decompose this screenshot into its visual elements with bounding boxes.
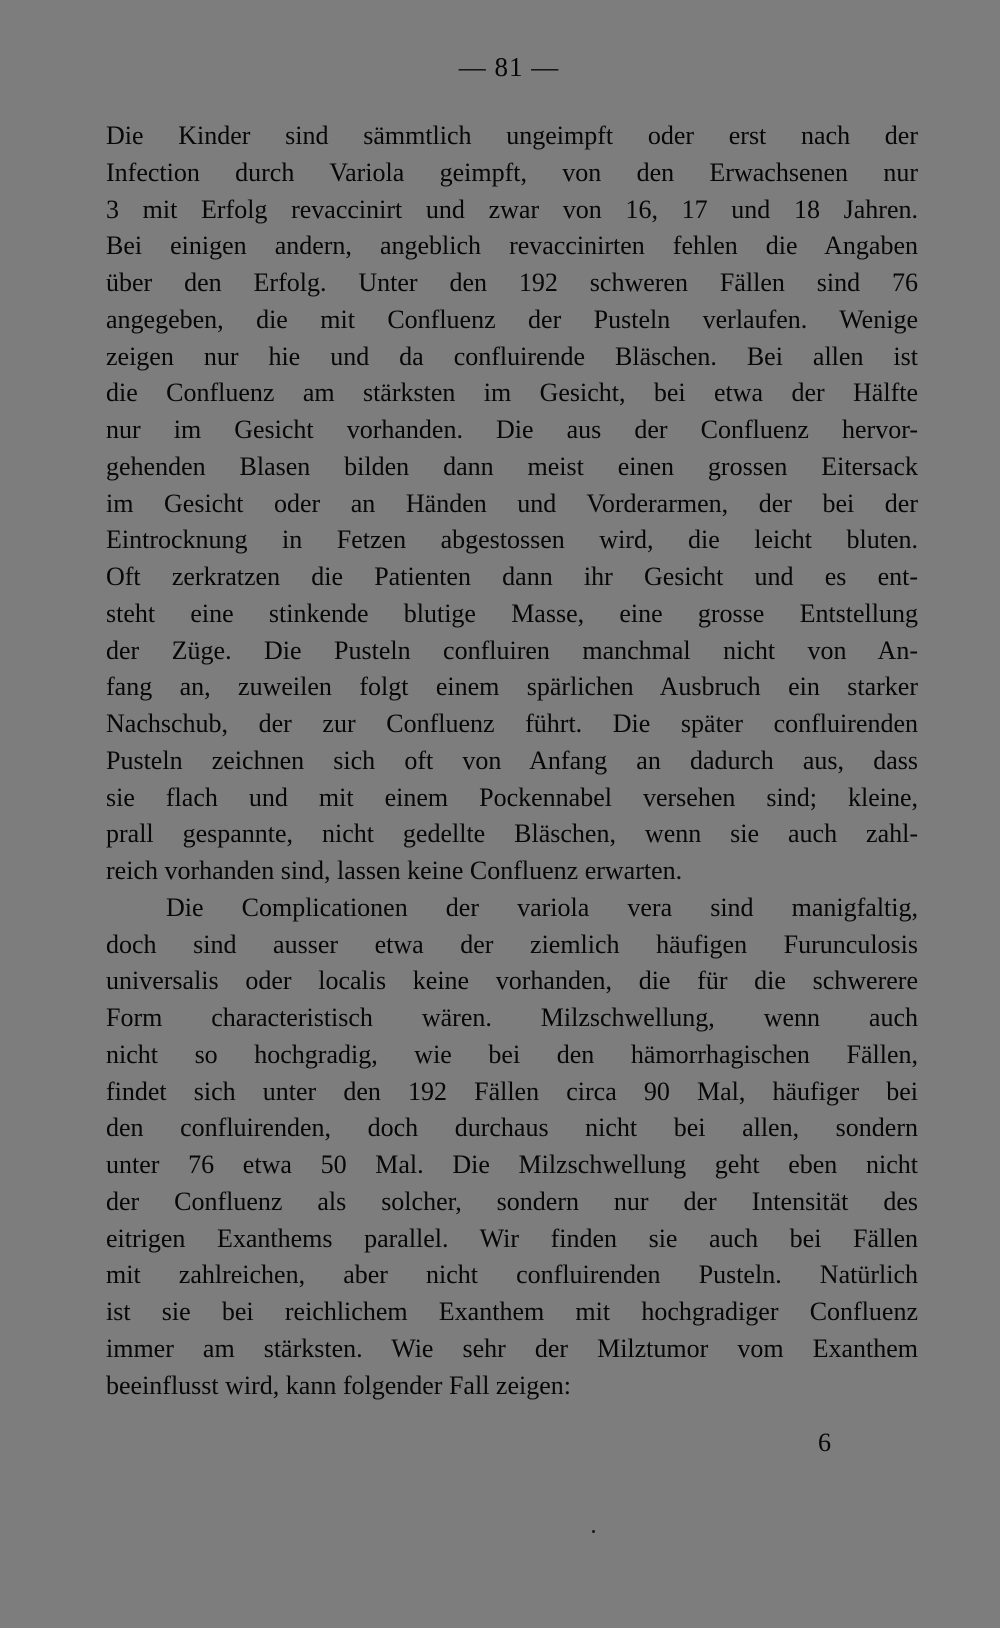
text-line: steht eine stinkende blutige Masse, eine grosse Entstellung: [106, 598, 918, 628]
text-line: ist sie bei reichlichem Exanthem mit hochgradiger Confluenz: [106, 1297, 918, 1326]
text-line: Die Kinder sind sämmtlich ungeimpft oder erst nach der: [106, 121, 918, 150]
text-line: gehenden Blasen bilden dann meist einen grossen Eitersack: [106, 451, 918, 481]
text-line: eitrigen Exanthems parallel. Wir finden sie auch bei Fällen: [106, 1223, 918, 1253]
text-line: im Gesicht oder an Händen und Vorderarmen, der bei der: [106, 488, 918, 518]
text-line: universalis oder localis keine vorhanden, die für die schwerere: [106, 966, 918, 996]
text-line: doch sind ausser etwa der ziemlich häufigen Furunculosis: [106, 929, 918, 959]
page-number: — 81 —: [458, 52, 560, 82]
text-line: Oft zerkratzen die Patienten dann ihr Gesicht und es ent-: [106, 562, 918, 591]
text-line: Form characteristisch wären. Milzschwellung, wenn auch: [106, 1003, 918, 1032]
text-line: fang an, zuweilen folgt einem spärlichen Ausbruch ein starker: [106, 672, 918, 702]
text-line: sie flach und mit einem Pockennabel versehen sind; kleine,: [106, 782, 918, 812]
text-line: der Züge. Die Pusteln confluiren manchmal nicht von An-: [106, 635, 918, 665]
text-line: Infection durch Variola geimpft, von den Erwachsenen nur: [106, 157, 918, 187]
text-line: der Confluenz als solcher, sondern nur der Intensität des: [106, 1186, 918, 1216]
text-line: immer am stärksten. Wie sehr der Milztumor vom Exanthem: [106, 1333, 918, 1363]
text-line: Die Complicationen der variola vera sind manigfaltig,: [166, 892, 918, 922]
text-line: nicht so hochgradig, wie bei den hämorrhagischen Fällen,: [106, 1039, 918, 1069]
text-line: unter 76 etwa 50 Mal. Die Milzschwellung geht eben nicht: [106, 1150, 918, 1179]
signature-mark: 6: [818, 1428, 831, 1457]
text-line: die Confluenz am stärksten im Gesicht, bei etwa der Hälfte: [106, 378, 918, 408]
text-line: mit zahlreichen, aber nicht confluirenden Pusteln. Natürlich: [106, 1260, 918, 1290]
text-line: den confluirenden, doch durchaus nicht bei allen, sondern: [106, 1113, 918, 1143]
text-line: Pusteln zeichnen sich oft von Anfang an dadurch aus, dass: [106, 745, 918, 775]
text-line: prall gespannte, nicht gedellte Bläschen, wenn sie auch zahl-: [106, 819, 918, 849]
text-line: Bei einigen andern, angeblich revaccinirten fehlen die Angaben: [106, 231, 918, 261]
ink-speck: [592, 1530, 595, 1533]
text-line: findet sich unter den 192 Fällen circa 90 Mal, häufiger bei: [106, 1076, 918, 1106]
text-line: Nachschub, der zur Confluenz führt. Die später confluirenden: [106, 709, 918, 738]
text-line: reich vorhanden sind, lassen keine Confluenz erwarten.: [106, 856, 683, 885]
text-line: nur im Gesicht vorhanden. Die aus der Confluenz hervor-: [106, 415, 918, 444]
body-text: [106, 118, 918, 1404]
text-line: 3 mit Erfolg revaccinirt und zwar von 16, 17 und 18 Jahren.: [106, 194, 918, 224]
text-line: beeinflusst wird, kann folgender Fall zeigen:: [106, 1370, 571, 1400]
text-line: angegeben, die mit Confluenz der Pusteln verlaufen. Wenige: [106, 304, 918, 334]
text-line: über den Erfolg. Unter den 192 schweren Fällen sind 76: [106, 268, 918, 297]
text-line: Eintrocknung in Fetzen abgestossen wird, die leicht bluten.: [106, 525, 918, 555]
text-line: zeigen nur hie und da confluirende Bläschen. Bei allen ist: [106, 341, 918, 371]
